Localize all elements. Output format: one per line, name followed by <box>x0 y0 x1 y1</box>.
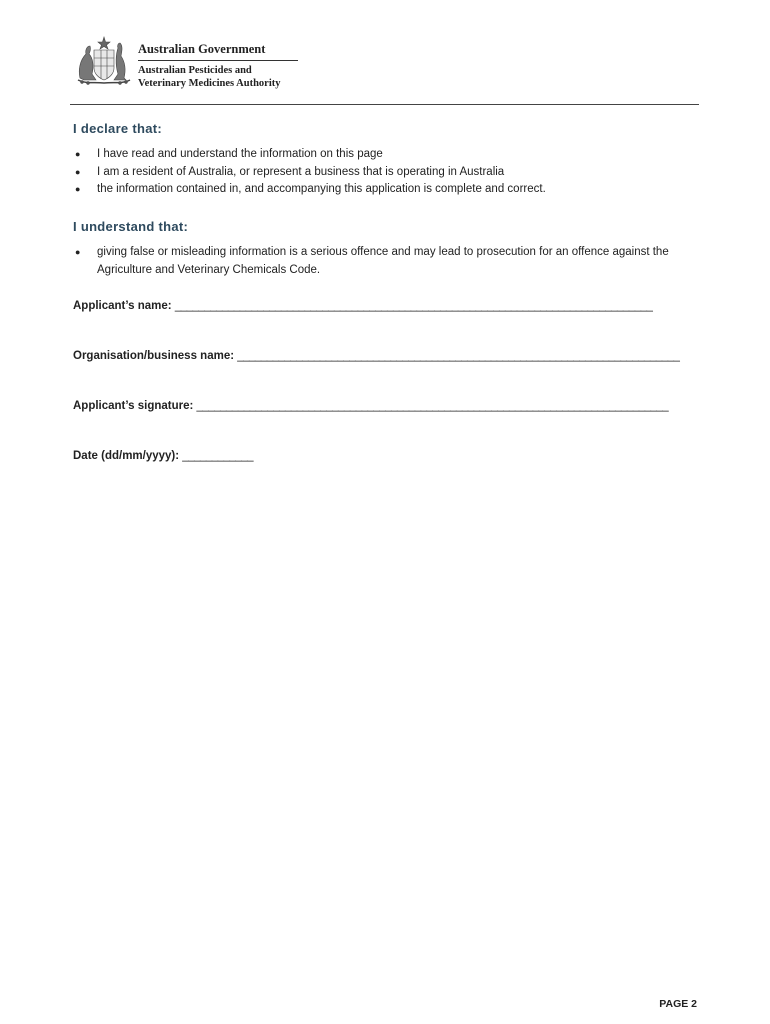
bullet-icon: ● <box>75 166 81 177</box>
applicant-name-field[interactable] <box>73 300 652 312</box>
header-divider <box>70 104 699 105</box>
signature-field[interactable] <box>73 400 668 412</box>
declare-item: ● I am a resident of Australia, or represent a business that is operating in Australia <box>73 164 693 182</box>
declare-item: ● the information contained in, and accompanying this application is complete and correct. <box>73 181 693 199</box>
date-line[interactable]: ____________ <box>182 450 254 462</box>
date-field[interactable] <box>73 450 253 462</box>
organisation-name-field[interactable] <box>73 350 679 362</box>
declare-list <box>73 146 693 199</box>
applicant-name-line[interactable]: _________________________________________________________________________________ <box>174 300 653 312</box>
date-label: Date (dd/mm/yyyy): <box>73 450 180 462</box>
understand-list <box>73 244 683 279</box>
organisation-name-label: Organisation/business name: <box>73 350 235 362</box>
agency-header <box>72 34 302 94</box>
signature-label: Applicant’s signature: <box>73 400 194 412</box>
applicant-name-label: Applicant’s name: <box>73 300 172 312</box>
page-number: PAGE 2 <box>659 998 697 1010</box>
signature-line[interactable]: ________________________________________________________________________________ <box>196 400 669 412</box>
bullet-icon: ● <box>75 149 81 159</box>
understand-item: ● giving false or misleading information is a serious offence and may lead to prosecution for an offence against the Agriculture and Veterinary Chemicals Code. <box>75 246 669 276</box>
agency-name-line-1: Australian Pesticides and <box>138 65 252 76</box>
government-title: Australian Government <box>138 42 298 61</box>
bullet-icon: ● <box>75 184 81 194</box>
organisation-name-line[interactable]: ___________________________________________________________________________ <box>237 350 680 362</box>
agency-name <box>138 65 298 90</box>
coat-of-arms-icon <box>72 34 136 86</box>
agency-name-line-2: Veterinary Medicines Authority <box>138 77 281 89</box>
understand-heading: I understand that: <box>73 219 189 234</box>
agency-name-block <box>138 42 298 90</box>
declare-item: ● I have read and understand the information on this page <box>73 146 693 164</box>
declare-heading: I declare that: <box>73 121 163 136</box>
bullet-icon: ● <box>75 247 81 257</box>
